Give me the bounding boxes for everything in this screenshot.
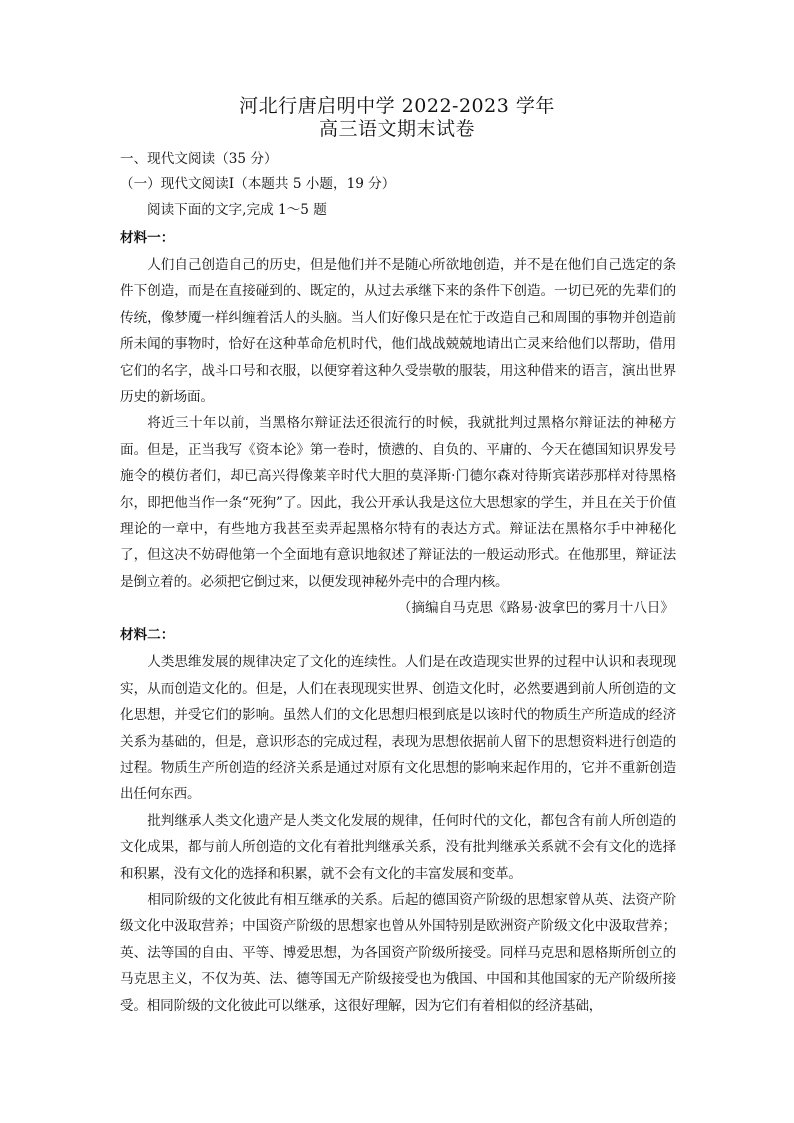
material-one-paragraph: 将近三十年以前，当黑格尔辩证法还很流行的时候，我就批判过黑格尔辩证法的神秘方面。但是，正当我写《资本论》第一卷时，愤懑的、自负的、平庸的、今天在德国知识界发号施令的模仿者们，却已高兴得像莱辛时代大胆的莫泽斯·门德尔森对待斯宾诺莎那样对待黑格尔，即把他当作一条“死狗”了。因此，我公开承认我是这位大思想家的学生，并且在关于价值理论的一章中，有些地方我甚至卖弄起黑格尔特有的表达方式。辩证法在黑格尔手中神秘化了，但这决不妨碍他第一个全面地有意识地叙述了辩证法的一般运动形式。在他那里，辩证法是倒立着的。必须把它倒过来，以便发现神秘外壳中的合理内核。 [120, 415, 676, 590]
exam-content [120, 146, 676, 1019]
material-two-paragraph: 批判继承人类文化遗产是人类文化发展的规律，任何时代的文化，都包含有前人所创造的文化成果，都与前人所创造的文化有着批判继承关系，没有批判继承关系就不会有文化的选择和积累，没有文化的选择和积累，就不会有文化的丰富发展和变革。 [120, 812, 676, 882]
subsection-heading: （一）现代文阅读Ⅰ（本题共 5 小题，19 分） [120, 176, 396, 192]
material-two-paragraph: 相同阶级的文化彼此有相互继承的关系。后起的德国资产阶级的思想家曾从英、法资产阶级文化中汲取营养；中国资产阶级的思想家也曾从外国特别是欧洲资产阶级文化中汲取营养；英、法等国的自由、平等、博爱思想，为各国资产阶级所接受。同样马克思和恩格斯所创立的马克思主义，不仅为英、法、德等国无产阶级接受也为俄国、中国和其他国家的无产阶级所接受。相同阶级的文化彼此可以继承，这很好理解，因为它们有着相似的经济基础， [120, 891, 676, 1014]
material-one-label: 材料一： [120, 230, 175, 246]
exam-title: 河北行唐启明中学 2022-2023 学年 [239, 95, 555, 117]
material-two-paragraph: 人类思维发展的规律决定了文化的连续性。人们是在改造现实世界的过程中认识和表现现实，从而创造文化的。但是，人们在表现现实世界、创造文化时，必然要遇到前人所创造的文化思想，并受它们的影响。虽然人们的文化思想归根到底是以该时代的物质生产所造成的经济关系为基础的，但是，意识形态的完成过程，表现为思想依据前人留下的思想资料进行创造的过程。物质生产所创造的经济关系是通过对原有文化思想的影响来起作用的，它并不重新创造出任何东西。 [120, 654, 676, 803]
reading-instruction: 阅读下面的文字,完成 1～5 题 [147, 202, 327, 218]
material-one-paragraph: 人们自己创造自己的历史，但是他们并不是随心所欲地创造，并不是在他们自己选定的条件下创造，而是在直接碰到的、既定的，从过去承继下来的条件下创造。一切已死的先辈们的传统，像梦魇一样纠缠着活人的头脑。当人们好像只是在忙于改造自己和周围的事物并创造前所未闻的事物时，恰好在这种革命危机时代，他们战战兢兢地请出亡灵来给他们以帮助，借用它们的名字，战斗口号和衣服，以便穿着这种久受崇敬的服装，用这种借来的语言，演出世界历史的新场面。 [120, 257, 676, 406]
exam-subtitle: 高三语文期末试卷 [318, 118, 475, 140]
material-two-label: 材料二： [120, 627, 175, 644]
material-one-source: （摘编自马克思《路易·波拿巴的雾月十八日》 [397, 600, 674, 617]
section-heading: 一、现代文阅读（35 分） [120, 151, 278, 167]
